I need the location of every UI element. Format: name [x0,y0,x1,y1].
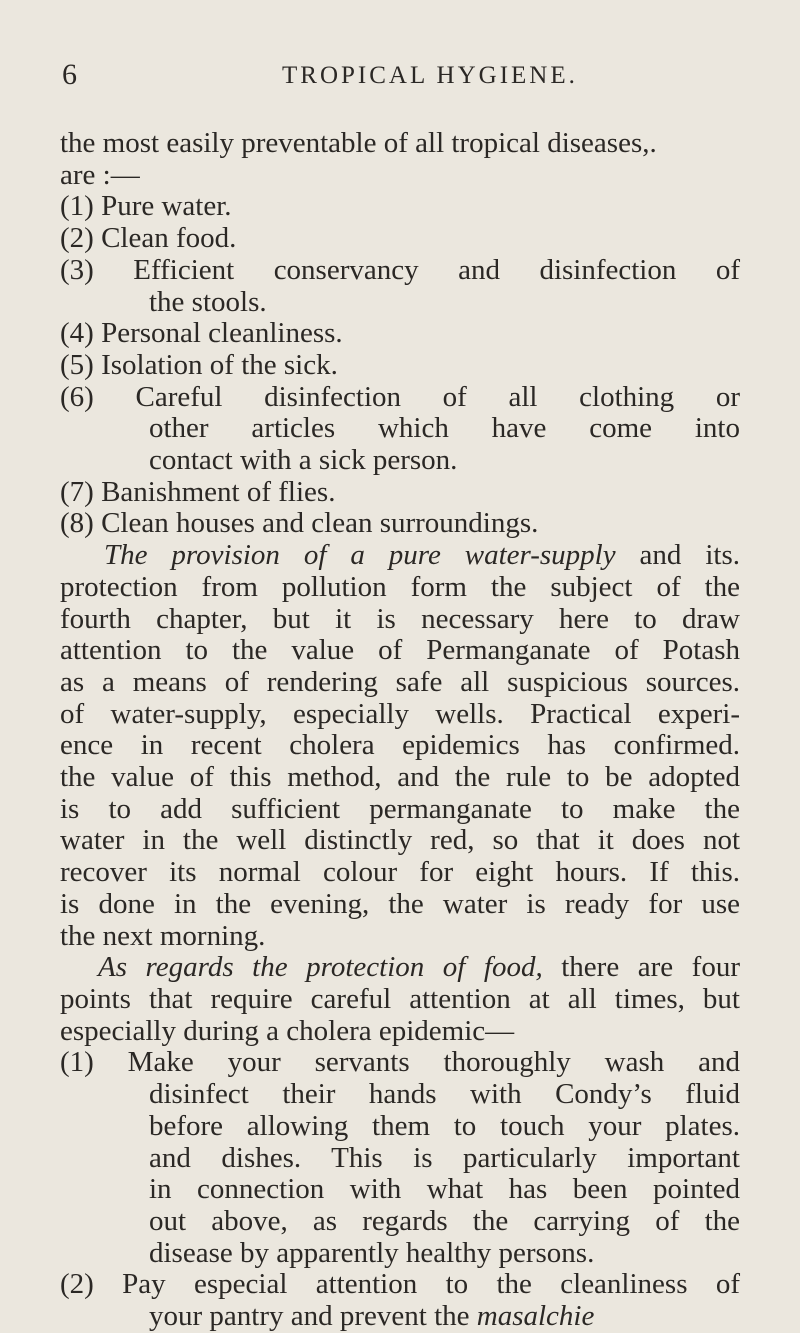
list-item-pantry: (2) Pay especial attention to the cleanliness of [60,1268,740,1301]
list-item-disinfection-cont: contact with a sick person. [149,444,458,477]
list-item-clean-food: (2) Clean food. [60,222,237,255]
list-item-disinfection: (6) Careful disinfection of all clothing or [60,380,740,413]
page-header [62,58,742,98]
italic-phrase: As regards the protection of food, [98,951,543,984]
list-item-houses: (8) Clean houses and clean surroundings. [60,507,539,540]
list-item-wash-hands-cont: out above, as regards the carrying of the [149,1204,740,1237]
paragraph-line: is done in the evening, the water is ready for use [60,887,740,920]
list-item-wash-hands-cont: and dishes. This is particularly important [149,1141,740,1174]
paragraph-line [60,540,740,572]
paragraph-line: ence in recent cholera epidemics has confirmed. [60,729,740,762]
text-span: your pantry and prevent the [149,1300,477,1333]
list-item-isolation: (5) Isolation of the sick. [60,348,338,381]
list-item-wash-hands: (1) Make your servants thoroughly wash and [60,1046,740,1079]
paragraph-line: of water-supply, especially wells. Practical experi- [60,697,740,730]
paragraph-line: as a means of rendering safe all suspicious sources. [60,665,740,698]
list-item-pure-water: (1) Pure water. [60,190,232,223]
paragraph-line [60,952,740,984]
paragraph-line: the value of this method, and the rule to be adopted [60,761,740,794]
paragraph-line: water in the well distinctly red, so that it does not [60,824,740,857]
paragraph-line: especially during a cholera epidemic— [60,1014,515,1047]
list-item-conservancy-cont: the stools. [149,285,267,318]
list-item-pantry-cont [60,1301,740,1333]
running-title: TROPICAL HYGIENE. [282,62,578,89]
paragraph-line: recover its normal colour for eight hours. If this. [60,856,740,889]
text-span: there are four [542,951,740,984]
list-item-disinfection-cont: other articles which have come into [149,412,740,445]
paragraph-line: protection from pollution form the subject of the [60,570,740,603]
italic-word: masalchie [476,1300,595,1333]
text-line: are :— [60,158,140,191]
list-item-wash-hands-cont: disease by apparently healthy persons. [149,1236,595,1269]
paragraph-line: attention to the value of Permanganate of Potash [60,634,740,667]
page-number: 6 [62,58,77,91]
paragraph-line: points that require careful attention at all times, but [60,982,740,1015]
list-item-wash-hands-cont: in connection with what has been pointed [149,1173,740,1206]
list-item-wash-hands-cont: disinfect their hands with Condy’s fluid [149,1078,740,1111]
text-span: and its. [615,539,741,572]
list-item-wash-hands-cont: before allowing them to touch your plates. [149,1109,740,1142]
paragraph-line: the next morning. [60,919,266,952]
italic-phrase: The provision of a pure water-supply [104,539,616,572]
text-line: the most easily preventable of all tropical diseases,. [60,127,657,159]
body-text [60,128,740,1333]
list-item-flies: (7) Banishment of flies. [60,475,336,508]
paragraph-line: is to add sufficient permanganate to make the [60,792,740,825]
list-item-cleanliness: (4) Personal cleanliness. [60,317,343,350]
list-item-conservancy: (3) Efficient conservancy and disinfection of [60,253,740,286]
paragraph-line: fourth chapter, but it is necessary here to draw [60,602,740,635]
